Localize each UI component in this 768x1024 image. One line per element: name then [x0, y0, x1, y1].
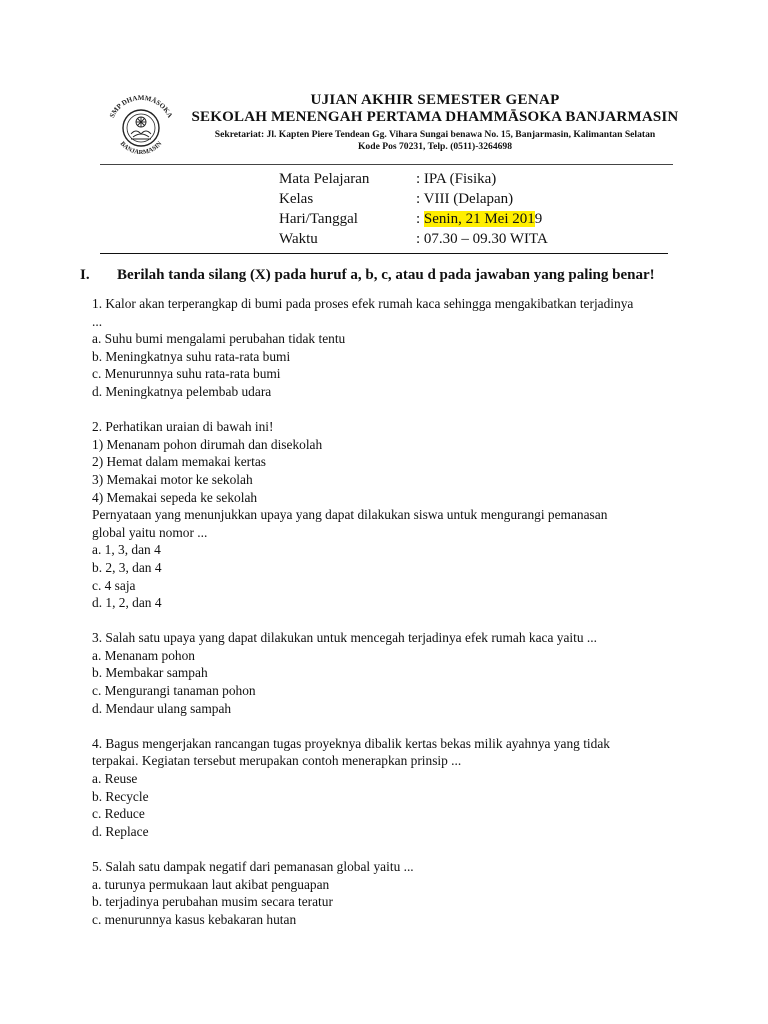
statement-4: 4) Memakai sepeda ke sekolah [92, 489, 258, 505]
option-c: c. Menurunnya suhu rata-rata bumi [92, 366, 281, 382]
logo-text-top: SMP DHAMMĀSOKA [107, 93, 174, 120]
statement-3: 3) Memakai motor ke sekolah [92, 471, 253, 487]
info-date [279, 209, 548, 229]
option-b: b. 2, 3, dan 4 [92, 559, 162, 575]
option-d: d. 1, 2, dan 4 [92, 595, 162, 611]
info-class [279, 189, 548, 209]
question-1 [92, 295, 702, 401]
school-logo [95, 88, 187, 164]
date-label: Hari/Tanggal [279, 211, 358, 227]
exam-info [279, 169, 548, 249]
logo-text-bottom: BANJARMASIN [118, 140, 164, 157]
question-stem: 1. Kalor akan terperangkap di bumi pada proses efek rumah kaca sehingga mengakibatkan terjadinya [92, 296, 634, 311]
option-a: a. Suhu bumi mengalami perubahan tidak tentu [92, 331, 346, 347]
option-b: b. Recycle [92, 788, 149, 804]
question-prompt: Pernyataan yang menunjukkan upaya yang dapat dilakukan siswa untuk mengurangi pemanasan [92, 507, 608, 523]
statement-2: 2) Hemat dalam memakai kertas [92, 454, 267, 470]
class-label: Kelas [279, 191, 314, 207]
question-3 [92, 629, 702, 717]
option-c: c. 4 saja [92, 577, 136, 593]
question-2 [92, 418, 702, 612]
date-prefix: : [416, 211, 424, 227]
option-a: a. Menanam pohon [92, 647, 196, 663]
subject-label: Mata Pelajaran [279, 171, 370, 187]
svg-text:SMP DHAMMĀSOKA [108, 94, 174, 119]
svg-text:BANJARMASIN [119, 140, 164, 156]
letterhead [190, 92, 680, 153]
date-suffix: 9 [534, 211, 543, 227]
letterhead-divider [100, 164, 673, 165]
statement-1: 1) Menanam pohon dirumah dan disekolah [92, 436, 323, 452]
exam-title: UJIAN AKHIR SEMESTER GENAP [310, 92, 560, 108]
question-5 [92, 858, 702, 928]
option-b: b. Membakar sampah [92, 665, 208, 681]
question-stem: 2. Perhatikan uraian di bawah ini! [92, 419, 274, 435]
section-heading [80, 267, 655, 284]
question-stem-continued: terpakai. Kegiatan tersebut merupakan contoh menerapkan prinsip ... [92, 753, 462, 769]
option-c: c. Mengurangi tanaman pohon [92, 683, 256, 699]
section-number: I. [80, 267, 90, 283]
school-postal: Kode Pos 70231, Telp. (0511)-3264698 [357, 141, 513, 152]
option-a: a. 1, 3, dan 4 [92, 542, 161, 558]
question-stem: 3. Salah satu upaya yang dapat dilakukan untuk mencegah terjadinya efek rumah kaca yaitu ... [92, 630, 597, 646]
option-c: c. Reduce [92, 806, 145, 822]
school-name: SEKOLAH MENENGAH PERTAMA DHAMMĀSOKA BANJARMASIN [191, 109, 679, 125]
question-4 [92, 735, 702, 841]
time-label: Waktu [279, 231, 318, 247]
option-a: a. Reuse [92, 771, 138, 787]
option-d: d. Replace [92, 823, 149, 839]
option-c: c. menurunnya kasus kebakaran hutan [92, 911, 297, 927]
section-instruction: Berilah tanda silang (X) pada huruf a, b, c, atau d pada jawaban yang paling benar! [117, 267, 655, 283]
date-highlight: Senin, 21 Mei 201 [423, 211, 535, 227]
info-divider [100, 253, 668, 254]
time-value: : 07.30 – 09.30 WITA [416, 231, 548, 247]
question-stem-continued: ... [92, 313, 103, 329]
question-stem: 4. Bagus mengerjakan rancangan tugas proyeknya dibalik kertas bekas milik ayahnya yang tidak [92, 735, 610, 751]
option-b: b. terjadinya perubahan musim secara teratur [92, 894, 333, 910]
subject-value: : IPA (Fisika) [416, 171, 497, 187]
option-d: d. Meningkatnya pelembab udara [92, 383, 272, 399]
info-time [279, 229, 548, 249]
question-prompt-continued: global yaitu nomor ... [92, 524, 208, 540]
question-stem: 5. Salah satu dampak negatif dari pemanasan global yaitu ... [92, 859, 414, 874]
class-value: : VIII (Delapan) [416, 191, 514, 207]
question-list [92, 295, 702, 928]
option-b: b. Meningkatnya suhu rata-rata bumi [92, 348, 291, 364]
option-d: d. Mendaur ulang sampah [92, 700, 232, 716]
info-subject [279, 169, 548, 189]
option-a: a. turunya permukaan laut akibat penguapan [92, 876, 330, 892]
school-address: Sekretariat: Jl. Kapten Piere Tendean Gg. Vihara Sungai benawa No. 15, Banjarmasin, Kalimantan Selatan [214, 129, 656, 140]
